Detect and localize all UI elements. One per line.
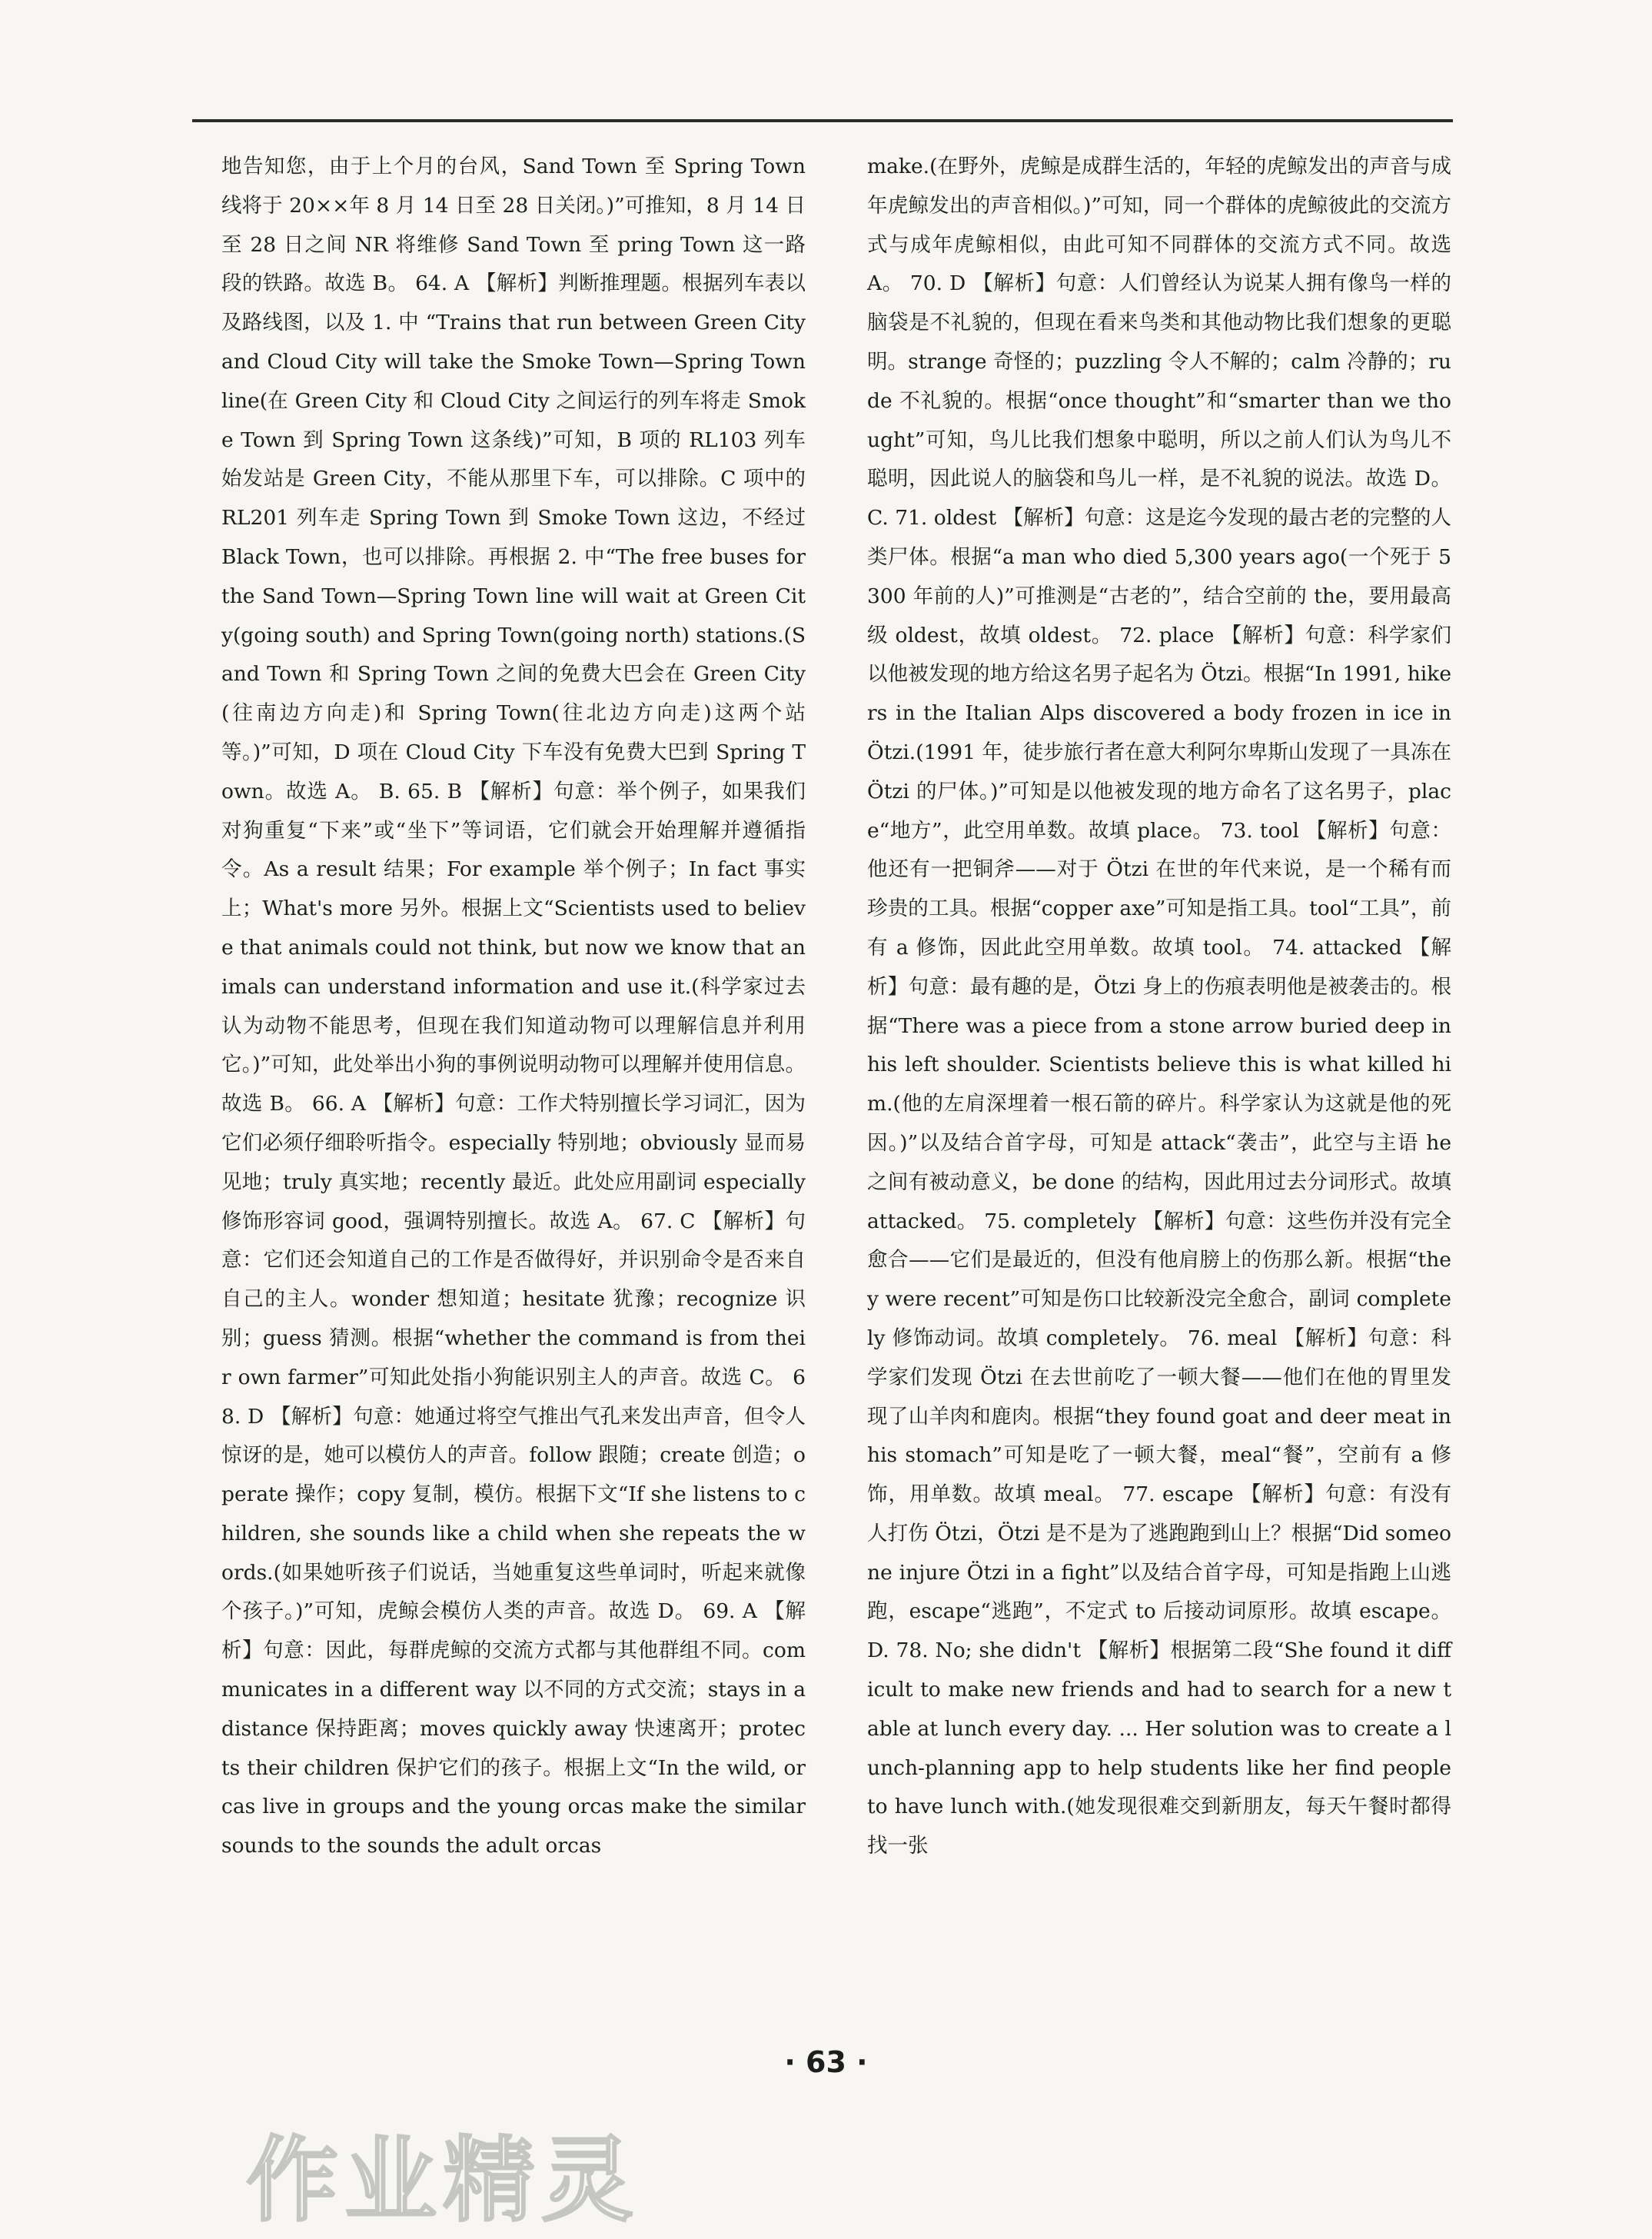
page-number: · 63 · [784,2045,868,2079]
watermark-logo: 作业精灵 [246,2128,640,2234]
right-column [867,148,1451,1866]
header-rule [192,119,1453,122]
left-column-text: 地告知您，由于上个月的台风，Sand Town 至 Spring Town 线将于 20××年 8 月 14 日至 28 日关闭。)”可推知，8 月 14 日至 28 日之间 NR 将维修 Sand Town 至 pring Town 这一路段的铁路。故选 B。 64. A 【解析】判断推理题。根据列车表以及路线图，以及 1. 中 “Trains that run between Green City and Cloud City will take the Smoke Town—Spring Town line(在 Green City 和 Cloud City 之间运行的列车将走 Smoke Town 到 Spring Town 这条线)”可知，B 项的 RL103 列车始发站是 Green City，不能从那里下车，可以排除。C 项中的 RL201 列车走 Spring Town 到 Smoke Town 这边，不经过 Black Town，也可以排除。再根据 2. 中“The free buses for the Sand Town—Spring Town line will wait at Green City(going south) and Spring Town(going north) stations.(Sand Town 和 Spring Town 之间的免费大巴会在 Green City(往南边方向走)和 Spring Town(往北边方向走)这两个站等。)”可知，D 项在 Cloud City 下车没有免费大巴到 Spring Town。故选 A。 B. 65. B 【解析】句意：举个例子，如果我们对狗重复“下来”或“坐下”等词语，它们就会开始理解并遵循指令。As a result 结果；For example 举个例子；In fact 事实上；What's more 另外。根据上文“Scientists used to believe that animals could not think, but now we know that animals can understand information and use it.(科学家过去认为动物不能思考，但现在我们知道动物可以理解信息并利用它。)”可知，此处举出小狗的事例说明动物可以理解并使用信息。故选 B。 66. A 【解析】句意：工作犬特别擅长学习词汇，因为它们必须仔细聆听指令。especially 特别地；obviously 显而易见地；truly 真实地；recently 最近。此处应用副词 especially 修饰形容词 good，强调特别擅长。故选 A。 67. C 【解析】句意：它们还会知道自己的工作是否做得好，并识别命令是否来自自己的主人。wonder 想知道；hesitate 犹豫；recognize 识别；guess 猜测。根据“whether the command is from their own farmer”可知此处指小狗能识别主人的声音。故选 C。 68. D 【解析】句意：她通过将空气推出气孔来发出声音，但令人惊讶的是，她可以模仿人的声音。follow 跟随；create 创造；operate 操作；copy 复制，模仿。根据下文“If she listens to children, she sounds like a child when she repeats the words.(如果她听孩子们说话，当她重复这些单词时，听起来就像个孩子。)”可知，虎鲸会模仿人类的声音。故选 D。 69. A 【解析】句意：因此，每群虎鲸的交流方式都与其他群组不同。communicates in a different way 以不同的方式交流；stays in a distance 保持距离；moves quickly away 快速离开；protects their children 保护它们的孩子。根据上文“In the wild, orcas live in groups and the young orcas make the similar sounds to the sounds the adult orcas [221,155,806,1858]
right-column-text: make.(在野外，虎鲸是成群生活的，年轻的虎鲸发出的声音与成年虎鲸发出的声音相似。)”可知，同一个群体的虎鲸彼此的交流方式与成年虎鲸相似，由此可知不同群体的交流方式不同。故选 A。 70. D 【解析】句意：人们曾经认为说某人拥有像鸟一样的脑袋是不礼貌的，但现在看来鸟类和其他动物比我们想象的更聪明。strange 奇怪的；puzzling 令人不解的；calm 冷静的；rude 不礼貌的。根据“once thought”和“smarter than we thought”可知，鸟儿比我们想象中聪明，所以之前人们认为鸟儿不聪明，因此说人的脑袋和鸟儿一样，是不礼貌的说法。故选 D。 C. 71. oldest 【解析】句意：这是迄今发现的最古老的完整的人类尸体。根据“a man who died 5,300 years ago(一个死于 5300 年前的人)”可推测是“古老的”，结合空前的 the，要用最高级 oldest，故填 oldest。 72. place 【解析】句意：科学家们以他被发现的地方给这名男子起名为 Ötzi。根据“In 1991, hikers in the Italian Alps discovered a body frozen in ice in Ötzi.(1991 年，徒步旅行者在意大利阿尔卑斯山发现了一具冻在 Ötzi 的尸体。)”可知是以他被发现的地方命名了这名男子，place“地方”，此空用单数。故填 place。 73. tool 【解析】句意：他还有一把铜斧——对于 Ötzi 在世的年代来说，是一个稀有而珍贵的工具。根据“copper axe”可知是指工具。tool“工具”，前有 a 修饰，因此此空用单数。故填 tool。 74. attacked 【解析】句意：最有趣的是，Ötzi 身上的伤痕表明他是被袭击的。根据“There was a piece from a stone arrow buried deep in his left shoulder. Scientists believe this is what killed him.(他的左肩深埋着一根石箭的碎片。科学家认为这就是他的死因。)”以及结合首字母，可知是 attack“袭击”，此空与主语 he 之间有被动意义，be done 的结构，因此用过去分词形式。故填 attacked。 75. completely 【解析】句意：这些伤并没有完全愈合——它们是最近的，但没有他肩膀上的伤那么新。根据“they were recent”可知是伤口比较新没完全愈合，副词 completely 修饰动词。故填 completely。 76. meal 【解析】句意：科学家们发现 Ötzi 在去世前吃了一顿大餐——他们在他的胃里发现了山羊肉和鹿肉。根据“they found goat and deer meat in his stomach”可知是吃了一顿大餐，meal“餐”，空前有 a 修饰，用单数。故填 meal。 77. escape 【解析】句意：有没有人打伤 Ötzi，Ötzi 是不是为了逃跑跑到山上？根据“Did someone injure Ötzi in a fight”以及结合首字母，可知是指跑上山逃跑，escape“逃跑”，不定式 to 后接动词原形。故填 escape。 D. 78. No; she didn't 【解析】根据第二段“She found it difficult to make new friends and had to search for a new table at lunch every day. ... Her solution was to create a lunch-planning app to help students like her find people to have lunch with.(她发现很难交到新朋友，每天午餐时都得找一张 [867,155,1451,1858]
left-column [221,148,806,1866]
